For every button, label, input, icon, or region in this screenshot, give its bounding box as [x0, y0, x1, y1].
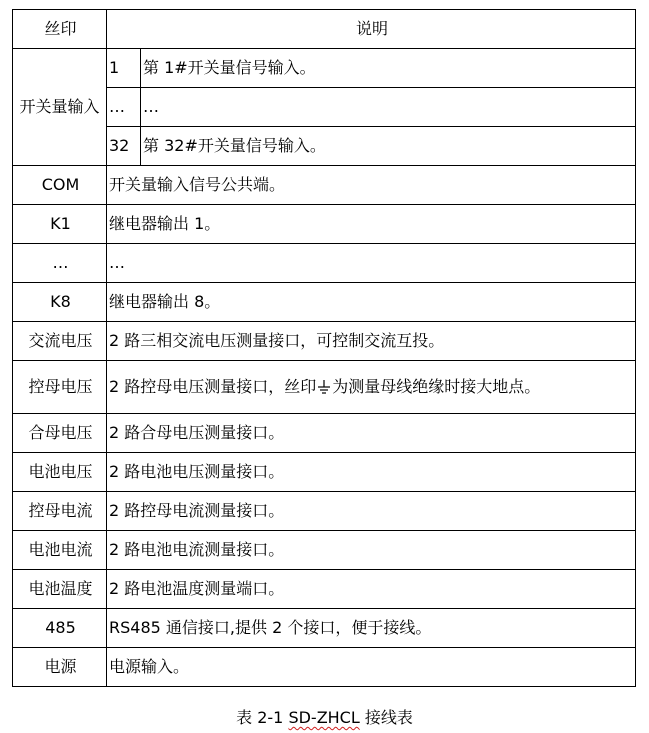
row-desc: 继电器输出 1。 — [107, 205, 636, 244]
table-row — [13, 531, 636, 570]
table-row — [13, 609, 636, 648]
row-label: 控母电压 — [13, 361, 107, 414]
row-label: COM — [13, 166, 107, 205]
switch-input-num: … — [107, 88, 141, 127]
table-row — [13, 453, 636, 492]
switch-input-num: 1 — [107, 49, 141, 88]
row-desc: 2 路电池温度测量端口。 — [107, 570, 636, 609]
row-desc: 2 路电池电流测量接口。 — [107, 531, 636, 570]
row-label: 电池电压 — [13, 453, 107, 492]
caption-suffix: 接线表 — [359, 708, 413, 727]
header-silkscreen: 丝印 — [13, 10, 107, 49]
caption-prefix: 表 2-1 — [236, 708, 289, 727]
row-desc: 2 路控母电流测量接口。 — [107, 492, 636, 531]
table-row — [13, 414, 636, 453]
row-label: 合母电压 — [13, 414, 107, 453]
row-desc: 2 路电池电压测量接口。 — [107, 453, 636, 492]
row-desc: 2 路三相交流电压测量接口，可控制交流互投。 — [107, 322, 636, 361]
row-desc: 2 路合母电压测量接口。 — [107, 414, 636, 453]
table-row — [13, 283, 636, 322]
table-row — [13, 166, 636, 205]
table-row — [13, 322, 636, 361]
table-row — [13, 244, 636, 283]
row-label: … — [13, 244, 107, 283]
table-row — [13, 205, 636, 244]
row-label: 交流电压 — [13, 322, 107, 361]
header-description: 说明 — [107, 10, 636, 49]
table-row — [13, 49, 636, 88]
row-desc: 开关量输入信号公共端。 — [107, 166, 636, 205]
table-row — [13, 361, 636, 414]
row-desc: 继电器输出 8。 — [107, 283, 636, 322]
table-row — [13, 127, 636, 166]
row-label: 电池电流 — [13, 531, 107, 570]
row-label: 485 — [13, 609, 107, 648]
row-desc-after: 为测量母线绝缘时接大地点。 — [332, 377, 541, 396]
switch-input-desc: … — [141, 88, 636, 127]
table-row — [13, 570, 636, 609]
switch-input-desc: 第 32#开关量信号输入。 — [141, 127, 636, 166]
table-header-row — [13, 10, 636, 49]
row-label: 电源 — [13, 648, 107, 687]
switch-input-num: 32 — [107, 127, 141, 166]
row-label: 电池温度 — [13, 570, 107, 609]
row-desc-before: 2 路控母电压测量接口，丝印 — [109, 377, 317, 396]
caption-model: SD-ZHCL — [288, 708, 360, 727]
table-row — [13, 88, 636, 127]
table-row — [13, 492, 636, 531]
switch-input-desc: 第 1#开关量信号输入。 — [141, 49, 636, 88]
row-label: K1 — [13, 205, 107, 244]
row-desc: 电源输入。 — [107, 648, 636, 687]
ground-icon — [317, 379, 331, 397]
wiring-table — [12, 9, 636, 687]
row-desc: RS485 通信接口,提供 2 个接口，便于接线。 — [107, 609, 636, 648]
row-desc: … — [107, 244, 636, 283]
table-caption — [0, 706, 649, 730]
switch-input-label: 开关量输入 — [13, 49, 107, 166]
row-label: 控母电流 — [13, 492, 107, 531]
table-row — [13, 648, 636, 687]
row-desc — [107, 361, 636, 414]
row-label: K8 — [13, 283, 107, 322]
